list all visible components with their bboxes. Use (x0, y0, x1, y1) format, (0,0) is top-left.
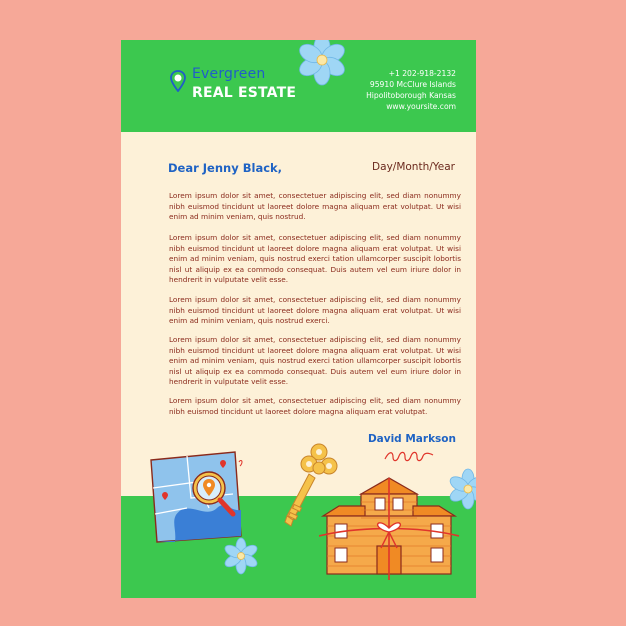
signature-squiggle-icon (383, 450, 435, 464)
map-icon (147, 448, 243, 544)
contact-address-line1: 95910 McClure Islands (369, 80, 456, 89)
paragraph: Lorem ipsum dolor sit amet, consectetuer adipiscing elit, sed diam nonummy nibh euismod tincidunt ut laoreet dolore magna aliquam erat volutpat. Ut wisi enim ad minim veniam, quis nostrud exerci. (169, 295, 461, 326)
brand-tagline: REAL ESTATE (192, 85, 297, 101)
signature-name: David Markson (367, 433, 456, 445)
paragraph: Lorem ipsum dolor sit amet, consectetuer adipiscing elit, sed diam nonummy nibh euismod tincidunt ut laoreet dolore magna aliquam erat volutpat. Ut wisi enim ad minim veniam, quis nostrud. (169, 191, 461, 222)
letterhead-sheet (121, 40, 476, 598)
flower-icon (286, 40, 358, 86)
location-pin-icon (170, 70, 186, 92)
contact-phone: +1 202-918-2132 (388, 69, 456, 78)
contact-block (366, 68, 456, 112)
flower-icon (445, 466, 476, 512)
house-icon (319, 476, 459, 580)
paragraph: Lorem ipsum dolor sit amet, consectetuer adipiscing elit, sed diam nonummy nibh euismod tincidunt ut laoreet dolore magna aliquam erat volutpat. (169, 396, 461, 416)
greeting: Dear Jenny Black, (168, 161, 283, 175)
contact-address-line2: Hipolitoborough Kansas (366, 91, 456, 100)
paragraph: Lorem ipsum dolor sit amet, consectetuer adipiscing elit, sed diam nonummy nibh euismod tincidunt ut laoreet dolore magna aliquam erat volutpat. Ut wisi enim ad minim veniam, quis nostrud exerci tation ullamcorper suscipit lobortis nisl ut aliquip ex ea commodo consequat. Duis autem vel eum iriure dolor in hendrerit in vulputate velit esse. (169, 233, 461, 285)
paragraph: Lorem ipsum dolor sit amet, consectetuer adipiscing elit, sed diam nonummy nibh euismod tincidunt ut laoreet dolore magna aliquam erat volutpat. Ut wisi enim ad minim veniam, quis nostrud exerci tation ullamcorper suscipit lobortis nisl ut aliquip ex ea commodo consequat. Duis autem vel eum iriure dolor in hendrerit in vulputate velit esse. (169, 335, 461, 387)
contact-website: www.yoursite.com (386, 102, 456, 111)
brand-name: Evergreen (192, 66, 266, 82)
letter-date: Day/Month/Year (372, 161, 455, 173)
flower-icon (221, 536, 261, 576)
